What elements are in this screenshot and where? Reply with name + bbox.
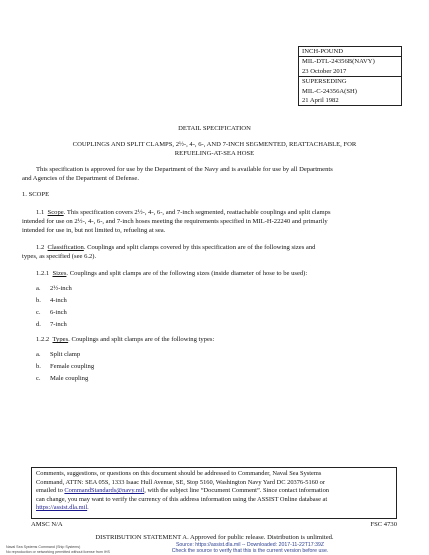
list-item [36,297,67,306]
list-item [36,375,88,384]
comments-text: . [87,504,89,512]
paragraph-1-2-1 [36,270,307,279]
superseding-label: SUPERSEDING [298,76,402,86]
list-letter: a. [36,351,41,358]
paragraph-1-2-line2: types, as specified (see 6.2). [22,253,97,260]
comments-text: , with the subject line “Document Comment”. Since contact information [144,487,329,495]
paragraph-term: Sizes [52,270,67,277]
section-heading-scope: 1. SCOPE [22,191,50,198]
paragraph-1-1-line1 [36,209,331,218]
list-text: Female coupling [50,363,95,370]
list-text: Split clamp [50,351,81,358]
paragraph-number: 1.2.1 [36,270,50,277]
paragraph-1-2-line1 [36,244,315,253]
approval-statement-line2: and Agencies of the Department of Defense. [22,175,139,182]
document-date: 23 October 2017 [298,67,402,76]
comments-line3 [36,487,392,496]
paragraph-number: 1.1 [36,209,45,216]
email-link[interactable]: CommandStandards@navy.mil [64,487,145,495]
list-text: 7-inch [50,321,67,328]
comments-line1: Comments, suggestions, or questions on this document should be addressed to Commander, Naval Sea Systems [36,470,322,477]
document-title-line1: COUPLINGS AND SPLIT CLAMPS, 2½-, 4-, 6-, AND 7-INCH SEGMENTED, REATTACHABLE, FOR [72,141,357,148]
footer-license-notice: No reproduction or networking permitted without license from IHS [6,550,110,554]
comments-line5 [36,504,392,513]
paragraph-number: 1.2 [36,244,45,251]
comments-box [31,467,397,519]
amsc-label: AMSC N/A [31,521,63,528]
inch-pound-label: INCH-POUND [298,46,402,56]
paragraph-number: 1.2.2 [36,336,50,343]
list-letter: a. [36,285,41,292]
list-letter: b. [36,363,41,370]
paragraph-term: Classification [47,244,84,251]
comments-text: emailed to [36,487,65,495]
superseded-document-date: 21 April 1982 [298,96,402,106]
document-id-box [298,46,402,106]
paragraph-text: . Couplings and split clamps are of the following sizes (inside diameter of hose to be used): [66,270,308,277]
list-item [36,351,80,360]
distribution-statement: DISTRIBUTION STATEMENT A. Approved for public release. Distribution is unlimited. [95,534,334,541]
list-text: Male coupling [50,375,89,382]
list-item [36,285,72,294]
list-letter: b. [36,297,41,304]
paragraph-text: . Couplings and split clamps covered by this specification are of the following sizes and [83,244,316,251]
list-item [36,321,67,330]
document-title-line2: REFUELING-AT-SEA HOSE [174,150,255,157]
document-type: DETAIL SPECIFICATION [178,125,251,132]
list-letter: d. [36,321,41,328]
footer-publisher: Naval Sea Systems Command (Ship Systems) [6,545,81,549]
paragraph-term: Scope [47,209,64,216]
paragraph-1-1-line2: intended for use on 2½-, 4-, 6-, and 7-inch hoses meeting the requirements specified in MIL-H-22240 and primarily [22,218,328,225]
list-text: 2½-inch [50,285,72,292]
list-letter: c. [36,375,41,382]
paragraph-1-1-line3: intended for use in, but not limited to, refueling at sea. [22,227,166,234]
list-item [36,309,67,318]
footer-source-line2: Check the source to verify that this is the current version before use. [171,548,329,554]
paragraph-term: Types [52,336,69,343]
list-text: 6-inch [50,309,67,316]
list-letter: c. [36,309,41,316]
assist-link[interactable]: https://assist.dla.mil [36,504,88,512]
paragraph-1-2-2 [36,336,214,345]
approval-statement-line1: This specification is approved for use by the Department of the Navy and is available for use by all Departments [36,166,333,173]
fsc-label: FSC 4730 [370,521,397,528]
comments-line2: Command, ATTN: SEA 05S, 1333 Isaac Hull Avenue, SE, Stop 5160, Washington Navy Yard DC 20376-5160 or [36,478,325,486]
document-number: MIL-DTL-24356B(NAVY) [298,56,402,66]
paragraph-text: . This specification covers 2½-, 4-, 6-, and 7-inch segmented, reattachable couplings and split clamps [63,209,331,216]
comments-line4: can change, you may want to verify the currency of this address information using the ASSIST Online database at [36,495,328,503]
footer-source-line1: Source: https://assist.dla.mil -- Downloaded: 2017-11-22T17:39Z [175,542,325,548]
paragraph-text: . Couplings and split clamps are of the following types: [68,336,215,343]
superseded-document-number: MIL-C-24356A(SH) [298,87,402,96]
list-text: 4-inch [50,297,67,304]
list-item [36,363,94,372]
